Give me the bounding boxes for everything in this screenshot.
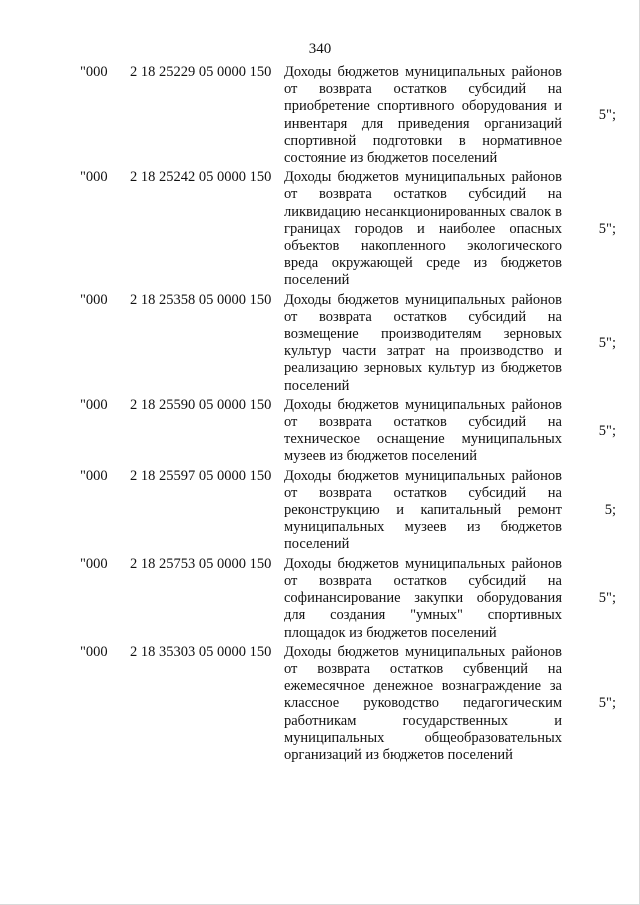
list-item [80,468,620,554]
entry-prefix: "000 [80,291,108,308]
budget-code: 2 18 25242 05 0000 150 [130,169,272,186]
list-item [80,169,620,289]
entry-suffix: 5"; [598,422,616,439]
budget-code: 2 18 25590 05 0000 150 [130,396,272,413]
entry-suffix: 5"; [598,334,616,351]
revenue-description: Доходы бюджетов муниципальных районов от возврата остатков субвенций на ежемесячное денежное вознаграждение за классное руководство педагогическим работникам государственных и муниципальных общеобразовательных организаций из бюджетов поселений [284,643,562,763]
list-item [80,556,620,642]
entry-suffix: 5"; [598,695,616,712]
budget-code: 2 18 25597 05 0000 150 [130,467,272,484]
revenue-description: Доходы бюджетов муниципальных районов от возврата остатков субсидий на приобретение спортивного оборудования и инвентаря для приведения организаций спортивной подготовки в нормативное состояние из бюджетов поселений [284,64,562,167]
entry-prefix: "000 [80,643,108,660]
budget-code: 2 18 25753 05 0000 150 [130,555,272,572]
list-item [80,292,620,395]
entry-suffix: 5; [604,502,616,519]
revenue-description: Доходы бюджетов муниципальных районов от возврата остатков субсидий на софинансирование закупки оборудования для создания "умных" спортивных площадок из бюджетов поселений [284,555,562,641]
entry-prefix: "000 [80,169,108,186]
budget-code: 2 18 25358 05 0000 150 [130,291,272,308]
entry-prefix: "000 [80,64,108,80]
list-item [80,397,620,466]
entry-suffix: 5"; [598,590,616,607]
revenue-description: Доходы бюджетов муниципальных районов от возврата остатков субсидий на техническое оснащение муниципальных музеев из бюджетов поселений [284,396,562,465]
entry-prefix: "000 [80,467,108,484]
budget-code: 2 18 35303 05 0000 150 [130,643,272,660]
revenue-codes-list [80,64,620,766]
list-item [80,64,620,167]
budget-code: 2 18 25229 05 0000 150 [130,64,272,80]
revenue-description: Доходы бюджетов муниципальных районов от возврата остатков субсидий на возмещение производителям зерновых культур части затрат на производство и реализацию зерновых культур из бюджетов поселений [284,291,562,394]
entry-suffix: 5"; [598,107,616,123]
revenue-description: Доходы бюджетов муниципальных районов от возврата остатков субсидий на ликвидацию несанкционированных свалок в границах городов и наиболее опасных объектов накопленного экологического вреда окружающей среде из бюджетов поселений [284,169,562,289]
revenue-description: Доходы бюджетов муниципальных районов от возврата остатков субсидий на реконструкцию и капитальный ремонт муниципальных музеев из бюджетов поселений [284,467,562,553]
entry-prefix: "000 [80,555,108,572]
entry-prefix: "000 [80,396,108,413]
list-item [80,644,620,764]
page-number: 340 [308,41,332,57]
entry-suffix: 5"; [598,220,616,237]
